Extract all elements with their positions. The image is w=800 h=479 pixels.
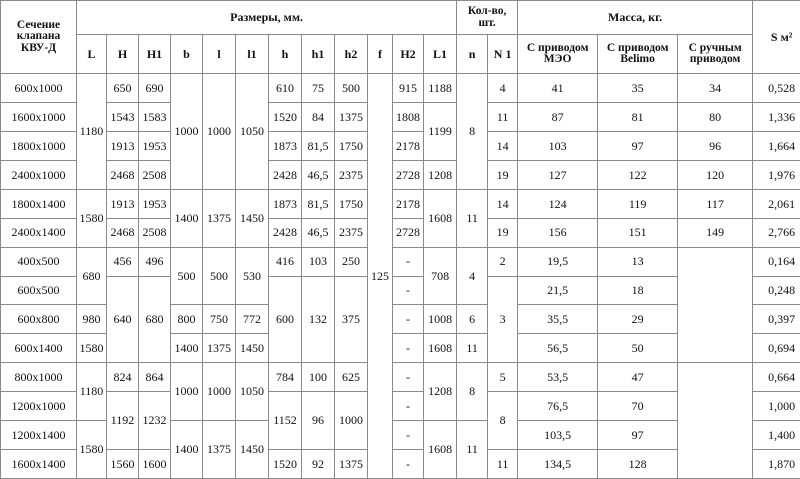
- cell-section: 1200x1400: [1, 421, 77, 450]
- cell-N1: 2: [488, 247, 518, 276]
- cell-h: 600: [269, 276, 302, 363]
- cell-H1: 1953: [139, 189, 171, 218]
- cell-section: 1800x1400: [1, 189, 77, 218]
- cell-N1: 19: [488, 218, 518, 247]
- cell-N1: 11: [488, 103, 518, 132]
- cell-H1: 1583: [139, 103, 171, 132]
- col-header-mass-meo: С приводом МЭО: [518, 35, 598, 74]
- cell-area: 2,061: [753, 189, 800, 218]
- cell-section: 600x1400: [1, 334, 77, 363]
- cell-h1: 75: [302, 74, 335, 103]
- cell-h1: 81,5: [302, 132, 335, 161]
- cell-n: 4: [457, 247, 488, 305]
- cell-H1: 1232: [139, 392, 171, 450]
- cell-h1: 100: [302, 363, 335, 392]
- cell-mass-belimo: 128: [598, 449, 678, 478]
- cell-h: 1873: [269, 132, 302, 161]
- cell-h2: 1000: [335, 392, 368, 450]
- cell-l: 1375: [203, 334, 236, 363]
- cell-section: 600x500: [1, 276, 77, 305]
- cell-mass-belimo: 29: [598, 305, 678, 334]
- cell-N1: 3: [488, 276, 518, 363]
- col-header-l1: l1: [236, 35, 269, 74]
- cell-H1: 680: [139, 276, 171, 363]
- cell-H1: 690: [139, 74, 171, 103]
- cell-h2: 375: [335, 276, 368, 363]
- cell-l: 1375: [203, 421, 236, 479]
- cell-f: 125: [368, 74, 393, 479]
- table-row: [1, 161, 800, 190]
- cell-l: 750: [203, 305, 236, 334]
- cell-n: 8: [457, 363, 488, 421]
- cell-area: 1,336: [753, 103, 800, 132]
- cell-H2: -: [393, 305, 424, 334]
- cell-H2: 2728: [393, 161, 424, 190]
- cell-h1: 103: [302, 247, 335, 276]
- cell-mass-manual: [678, 363, 753, 479]
- cell-N1: 11: [488, 449, 518, 478]
- cell-H2: -: [393, 363, 424, 392]
- cell-mass-meo: 134,5: [518, 449, 598, 478]
- cell-b: 1400: [171, 421, 203, 479]
- cell-H1: 2508: [139, 161, 171, 190]
- cell-L1: 708: [424, 247, 457, 305]
- cell-area: 1,870: [753, 449, 800, 478]
- cell-section: 400x500: [1, 247, 77, 276]
- cell-section: 1200x1000: [1, 392, 77, 421]
- cell-mass-belimo: 81: [598, 103, 678, 132]
- cell-h1: 84: [302, 103, 335, 132]
- cell-l1: 1050: [236, 363, 269, 421]
- cell-l1: 1450: [236, 189, 269, 247]
- cell-mass-meo: 21,5: [518, 276, 598, 305]
- cell-L1: 1008: [424, 305, 457, 334]
- cell-H2: 2178: [393, 189, 424, 218]
- header-count: Кол-во, шт.: [457, 1, 518, 35]
- cell-n: 6: [457, 305, 488, 334]
- cell-area: 0,694: [753, 334, 800, 363]
- cell-mass-belimo: 151: [598, 218, 678, 247]
- cell-area: 2,766: [753, 218, 800, 247]
- cell-section: 1800x1000: [1, 132, 77, 161]
- col-header-b: b: [171, 35, 203, 74]
- cell-h2: 2375: [335, 161, 368, 190]
- cell-area: 0,164: [753, 247, 800, 276]
- cell-N1: 5: [488, 363, 518, 392]
- cell-mass-meo: 103,5: [518, 421, 598, 450]
- cell-h1: 132: [302, 276, 335, 363]
- cell-H1: 1600: [139, 449, 171, 478]
- cell-mass-meo: 76,5: [518, 392, 598, 421]
- col-header-h1: h1: [302, 35, 335, 74]
- cell-mass-meo: 127: [518, 161, 598, 190]
- cell-H2: -: [393, 449, 424, 478]
- cell-H: 456: [107, 247, 139, 276]
- col-header-L: L: [77, 35, 107, 74]
- cell-h: 784: [269, 363, 302, 392]
- cell-h: 2428: [269, 218, 302, 247]
- col-header-mass-manual: С ручным приводом: [678, 35, 753, 74]
- cell-l: 1000: [203, 74, 236, 190]
- cell-h: 2428: [269, 161, 302, 190]
- cell-section: 600x1000: [1, 74, 77, 103]
- cell-l1: 1450: [236, 421, 269, 479]
- cell-H2: -: [393, 421, 424, 450]
- cell-l: 1375: [203, 189, 236, 247]
- col-header-h: h: [269, 35, 302, 74]
- header-mass: Масса, кг.: [518, 1, 753, 35]
- cell-H: 2468: [107, 161, 139, 190]
- cell-H: 1913: [107, 132, 139, 161]
- cell-h2: 1375: [335, 103, 368, 132]
- col-header-l: l: [203, 35, 236, 74]
- cell-H2: 1808: [393, 103, 424, 132]
- cell-N1: 14: [488, 132, 518, 161]
- cell-H: 640: [107, 276, 139, 363]
- col-header-f: f: [368, 35, 393, 74]
- cell-h: 1152: [269, 392, 302, 450]
- table-row: [1, 363, 800, 392]
- cell-h: 1873: [269, 189, 302, 218]
- cell-mass-manual: 96: [678, 132, 753, 161]
- header-dimensions: Размеры, мм.: [77, 1, 457, 35]
- cell-h2: 625: [335, 363, 368, 392]
- cell-section: 1600x1000: [1, 103, 77, 132]
- cell-H1: 2508: [139, 218, 171, 247]
- cell-L1: 1208: [424, 363, 457, 421]
- cell-L1: 1608: [424, 189, 457, 247]
- cell-h1: 46,5: [302, 218, 335, 247]
- cell-H2: 915: [393, 74, 424, 103]
- cell-H1: 864: [139, 363, 171, 392]
- col-header-H: H: [107, 35, 139, 74]
- cell-l1: 772: [236, 305, 269, 334]
- cell-L: 1580: [77, 334, 107, 363]
- cell-L: 680: [77, 247, 107, 305]
- cell-L: 1580: [77, 421, 107, 479]
- col-header-mass-belimo: С приводом Belimo: [598, 35, 678, 74]
- cell-h1: 81,5: [302, 189, 335, 218]
- table-row: [1, 103, 800, 132]
- cell-h2: 2375: [335, 218, 368, 247]
- cell-l: 500: [203, 247, 236, 305]
- cell-area: 1,664: [753, 132, 800, 161]
- cell-mass-meo: 103: [518, 132, 598, 161]
- cell-h: 416: [269, 247, 302, 276]
- cell-mass-manual: 117: [678, 189, 753, 218]
- table-row: [1, 132, 800, 161]
- cell-H: 824: [107, 363, 139, 392]
- cell-l1: 530: [236, 247, 269, 305]
- cell-N1: 14: [488, 189, 518, 218]
- cell-b: 1400: [171, 334, 203, 363]
- cell-mass-belimo: 47: [598, 363, 678, 392]
- cell-L1: 1199: [424, 103, 457, 161]
- cell-area: 0,664: [753, 363, 800, 392]
- cell-h1: 46,5: [302, 161, 335, 190]
- cell-mass-meo: 124: [518, 189, 598, 218]
- cell-H: 1560: [107, 449, 139, 478]
- cell-mass-belimo: 18: [598, 276, 678, 305]
- cell-l1: 1050: [236, 74, 269, 190]
- cell-mass-meo: 35,5: [518, 305, 598, 334]
- cell-H: 650: [107, 74, 139, 103]
- cell-L1: 1188: [424, 74, 457, 103]
- cell-H1: 1953: [139, 132, 171, 161]
- col-header-N1: N 1: [488, 35, 518, 74]
- cell-mass-meo: 41: [518, 74, 598, 103]
- cell-mass-belimo: 70: [598, 392, 678, 421]
- cell-b: 1400: [171, 189, 203, 247]
- cell-L: 1180: [77, 363, 107, 421]
- cell-section: 1600x1400: [1, 449, 77, 478]
- cell-H2: -: [393, 334, 424, 363]
- cell-area: 0,397: [753, 305, 800, 334]
- cell-H: 1913: [107, 189, 139, 218]
- cell-mass-meo: 87: [518, 103, 598, 132]
- cell-b: 1000: [171, 363, 203, 421]
- cell-L1: 1608: [424, 421, 457, 479]
- cell-mass-belimo: 119: [598, 189, 678, 218]
- cell-N1: 8: [488, 392, 518, 450]
- cell-H: 2468: [107, 218, 139, 247]
- cell-H2: -: [393, 247, 424, 276]
- cell-section: 2400x1400: [1, 218, 77, 247]
- cell-h: 610: [269, 74, 302, 103]
- cell-mass-belimo: 35: [598, 74, 678, 103]
- cell-mass-belimo: 97: [598, 421, 678, 450]
- cell-h2: 500: [335, 74, 368, 103]
- cell-L1: 1208: [424, 161, 457, 190]
- cell-area: 0,528: [753, 74, 800, 103]
- cell-L: 1180: [77, 74, 107, 190]
- cell-area: 0,248: [753, 276, 800, 305]
- cell-section: 2400x1000: [1, 161, 77, 190]
- cell-N1: 19: [488, 161, 518, 190]
- cell-b: 1000: [171, 74, 203, 190]
- cell-b: 800: [171, 305, 203, 334]
- cell-mass-meo: 53,5: [518, 363, 598, 392]
- table-row: [1, 218, 800, 247]
- cell-H: 1543: [107, 103, 139, 132]
- cell-mass-manual: 34: [678, 74, 753, 103]
- cell-l1: 1450: [236, 334, 269, 363]
- cell-mass-meo: 156: [518, 218, 598, 247]
- cell-mass-belimo: 50: [598, 334, 678, 363]
- cell-area: 1,976: [753, 161, 800, 190]
- cell-n: 11: [457, 189, 488, 247]
- header-area: S м²: [753, 1, 800, 74]
- cell-H2: -: [393, 276, 424, 305]
- cell-h2: 1750: [335, 189, 368, 218]
- cell-h1: 96: [302, 392, 335, 450]
- cell-n: 11: [457, 421, 488, 479]
- col-header-H1: H1: [139, 35, 171, 74]
- cell-section: 600x800: [1, 305, 77, 334]
- header-section: Сечение клапана КВУ-Д: [1, 1, 77, 74]
- col-header-n: n: [457, 35, 488, 74]
- cell-h2: 1375: [335, 449, 368, 478]
- cell-b: 500: [171, 247, 203, 305]
- cell-n: 11: [457, 334, 488, 363]
- cell-area: 1,400: [753, 421, 800, 450]
- cell-mass-manual: 80: [678, 103, 753, 132]
- cell-mass-meo: 56,5: [518, 334, 598, 363]
- cell-H2: 2178: [393, 132, 424, 161]
- col-header-H2: H2: [393, 35, 424, 74]
- cell-h1: 92: [302, 449, 335, 478]
- cell-mass-manual: [678, 247, 753, 363]
- table-row: [1, 74, 800, 103]
- cell-h: 1520: [269, 103, 302, 132]
- cell-l: 1000: [203, 363, 236, 421]
- cell-mass-manual: 149: [678, 218, 753, 247]
- cell-L1: 1608: [424, 334, 457, 363]
- table-row: [1, 189, 800, 218]
- cell-N1: 4: [488, 74, 518, 103]
- cell-H: 1192: [107, 392, 139, 450]
- cell-area: 1,000: [753, 392, 800, 421]
- cell-H1: 496: [139, 247, 171, 276]
- cell-L: 980: [77, 305, 107, 334]
- cell-mass-manual: 120: [678, 161, 753, 190]
- cell-h: 1520: [269, 449, 302, 478]
- cell-mass-belimo: 13: [598, 247, 678, 276]
- cell-H2: -: [393, 392, 424, 421]
- cell-mass-belimo: 122: [598, 161, 678, 190]
- cell-H2: 2728: [393, 218, 424, 247]
- cell-L: 1580: [77, 189, 107, 247]
- cell-mass-meo: 19,5: [518, 247, 598, 276]
- cell-mass-belimo: 97: [598, 132, 678, 161]
- cell-section: 800x1000: [1, 363, 77, 392]
- table-row: [1, 247, 800, 276]
- cell-h2: 250: [335, 247, 368, 276]
- cell-h2: 1750: [335, 132, 368, 161]
- cell-n: 8: [457, 74, 488, 190]
- col-header-h2: h2: [335, 35, 368, 74]
- col-header-L1: L1: [424, 35, 457, 74]
